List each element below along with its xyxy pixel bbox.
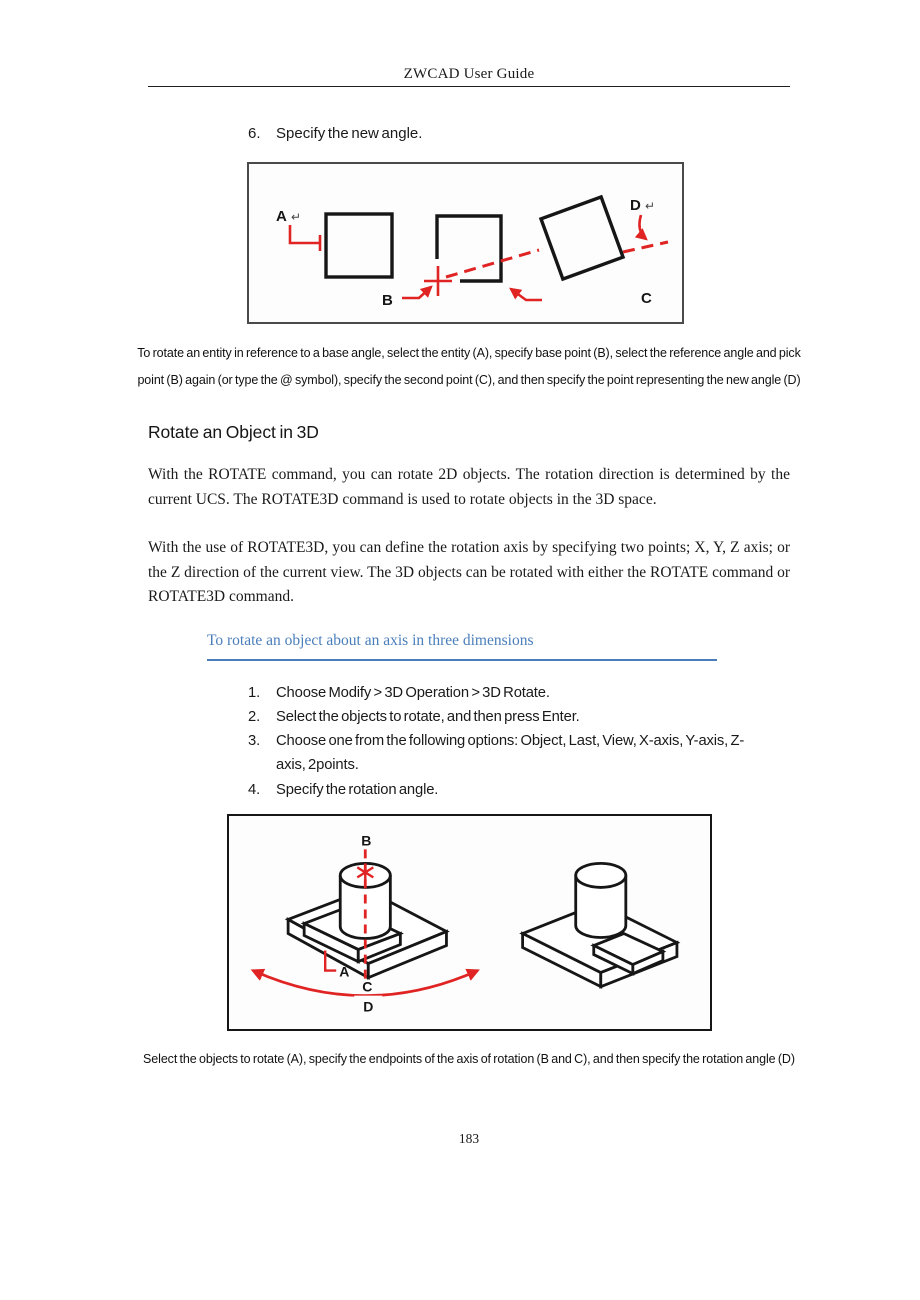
label-a: A	[276, 208, 287, 225]
step-number: 2.	[248, 708, 261, 725]
header-title: ZWCAD User Guide	[403, 66, 535, 82]
step-6-number: 6.	[248, 125, 261, 142]
square-rotated	[541, 197, 623, 279]
figure-3d-caption: Select the objects to rotate (A), specify the endpoints of the axis of rotation (B and C), and then specify the rotation angle (D)	[143, 1051, 795, 1066]
return-arrow-icon: ↵	[645, 199, 656, 213]
page-number: 183	[458, 1130, 480, 1146]
figure-2d-caption: To rotate an entity in reference to a base angle, select the entity (A), specify base point (B), select the reference angle and pick point (B) again (or type the @ symbol), specify the second point (C), and then specify the point representing the new angle (D)	[137, 346, 801, 387]
label-b: B	[361, 832, 372, 849]
figure-2d-rotation-drawing	[249, 164, 682, 322]
reference-line-right	[623, 242, 668, 252]
step-6	[248, 125, 790, 142]
step-number: 3.	[248, 733, 261, 750]
label-a-leader	[290, 225, 320, 243]
step-number: 1.	[248, 684, 261, 701]
step-text: Choose one from the following options: Object, Last, View, X-axis, Y-axis, Z-axis, 2points.	[276, 733, 745, 774]
list-item	[248, 681, 790, 705]
label-c: C	[641, 290, 652, 307]
list-item	[248, 729, 790, 778]
figure-3d-rotation-drawing	[229, 816, 710, 1029]
label-d: D	[630, 197, 641, 214]
pick-point-arrow	[511, 289, 542, 300]
procedure-steps	[248, 681, 790, 802]
step-number: 4.	[248, 781, 261, 798]
procedure-subheading: To rotate an object about an axis in three dimensions	[207, 632, 717, 661]
label-d-arrow	[639, 215, 646, 239]
reference-line-left	[446, 250, 539, 277]
label-b: B	[382, 292, 393, 309]
result-cylinder-top	[576, 863, 626, 887]
list-item	[248, 778, 790, 802]
list-item	[248, 705, 790, 729]
step-text: Select the objects to rotate, and then press Enter.	[276, 708, 580, 725]
paragraph-1: With the ROTATE command, you can rotate 2D objects. The rotation direction is determined by the current UCS. The ROTATE3D command is used to rotate objects in the 3D space.	[148, 466, 790, 508]
label-a: A	[339, 963, 350, 980]
base-point-cross	[424, 266, 452, 296]
step-6-text: Specify the new angle.	[276, 125, 423, 142]
label-b-arrow	[402, 287, 431, 298]
step-text: Specify the rotation angle.	[276, 781, 439, 798]
label-c: C	[362, 978, 373, 995]
square-original	[326, 214, 392, 277]
header-rule	[148, 86, 790, 87]
section-heading: Rotate an Object in 3D	[148, 422, 319, 442]
figure-2d-rotation	[247, 162, 684, 324]
label-d: D	[363, 998, 374, 1015]
figure-3d-rotation	[227, 814, 712, 1031]
return-arrow-icon: ↵	[291, 210, 302, 224]
paragraph-2: With the use of ROTATE3D, you can define the rotation axis by specifying two points; X, Y, Z axis; or the Z direction of the current view. The 3D objects can be rotated with either the ROTATE command or ROTATE3D command.	[148, 539, 790, 605]
step-text: Choose Modify > 3D Operation > 3D Rotate.	[276, 684, 550, 701]
